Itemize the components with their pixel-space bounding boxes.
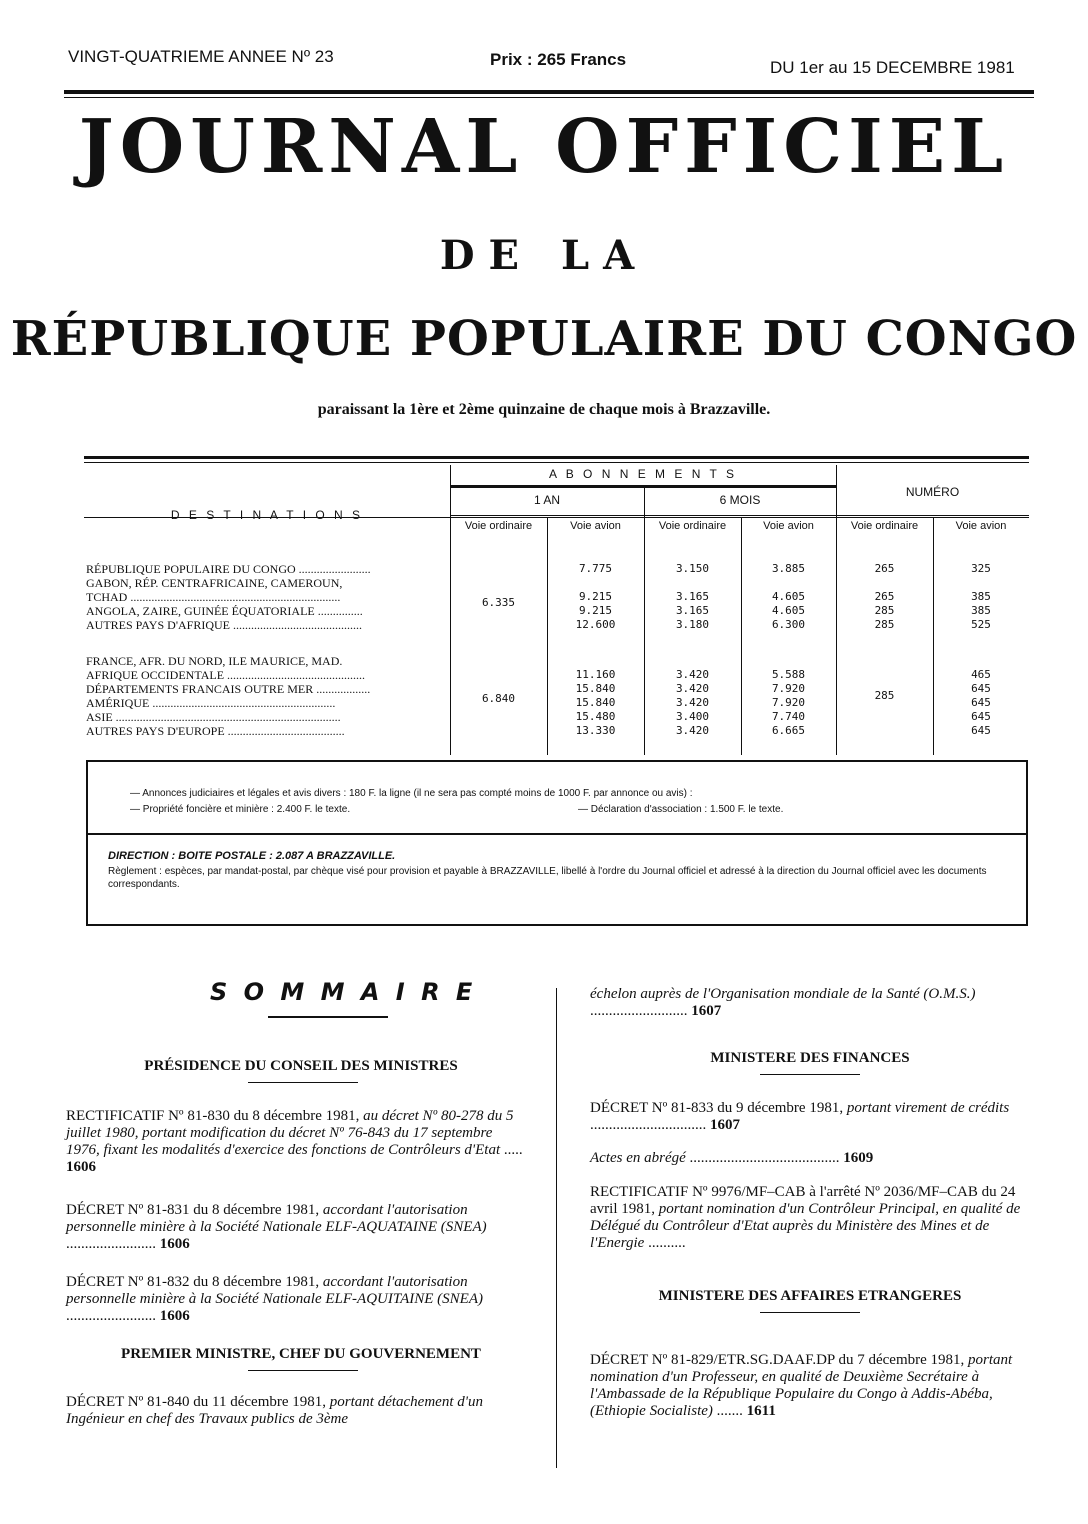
col-num-ordinaire: Voie ordinaire [850,520,919,532]
destination-row: FRANCE, AFR. DU NORD, ILE MAURICE, MAD. [86,654,343,668]
section-affaires-etrangeres: MINISTERE DES AFFAIRES ETRANGERES [658,1288,962,1304]
col-mois-avion: Voie avion [763,520,814,532]
destination-row: ASIE ........................................................................... [86,710,341,724]
destination-row: RÉPUBLIQUE POPULAIRE DU CONGO ........................ [86,562,371,576]
g2-an-ordinaire: 6.840 [481,692,516,705]
reglement: Règlement : espèces, par mandat-postal, par chèque visé pour provision et payable à BRAZZAVILLE, libellé à l'ordre du Journal officiel et adressé à la direction du Journal officiel avec les documents correspondants. [108,866,987,890]
g1-num-ordinaire: 285 [874,604,895,617]
destination-row: DÉPARTEMENTS FRANCAIS OUTRE MER .................. [86,682,371,696]
price: Prix : 265 Francs [490,50,627,69]
g2-num-avion: 645 [971,682,991,695]
section-presidence: PRÉSIDENCE DU CONSEIL DES MINISTRES [144,1058,458,1074]
g2-mois-ordinaire: 3.420 [675,682,710,695]
g2-an-avion: 15.480 [575,710,616,723]
destination-row: AUTRES PAYS D'AFRIQUE ........................................... [86,618,362,632]
g1-an-avion: 7.775 [578,562,613,575]
abonnements-header: A B O N N E M E N T S [549,467,737,481]
entry-decret-81-831: DÉCRET Nº 81-831 du 8 décembre 1981, accordant l'autorisation personnelle minière à la Société Nationale ELF-AQUATAINE (SNEA) ........................ 1606 [66,1202,487,1252]
g2-mois-avion: 5.588 [771,668,806,681]
g1-num-avion: 525 [971,618,991,631]
masthead-subtitle: paraissant la 1ère et 2ème quinzaine de chaque mois à Brazzaville. [317,401,771,418]
g1-num-avion: 385 [971,604,991,617]
entry-oms-continued: échelon auprès de l'Organisation mondiale de la Santé (O.M.S.) .......................... 1607 [590,986,976,1019]
entry-decret-81-832: DÉCRET Nº 81-832 du 8 décembre 1981, accordant l'autorisation personnelle minière à la Société Nationale ELF-AQUITAINE (SNEA) ........................ 1606 [66,1274,483,1324]
notices-frame [86,760,1028,926]
g2-mois-avion: 7.920 [771,696,806,709]
notice-propriete: — Propriété foncière et minière : 2.400 F. le texte. [130,804,351,815]
issue-date: DU 1er au 15 DECEMBRE 1981 [770,58,1015,77]
destination-row: TCHAD ...................................................................... [86,590,341,604]
g1-mois-ordinaire: 3.180 [675,618,710,631]
entry-decret-81-833: DÉCRET Nº 81-833 du 9 décembre 1981, portant virement de crédits ............................... 1607 [590,1100,1010,1133]
g1-an-ordinaire: 6.335 [481,596,516,609]
g2-mois-avion: 6.665 [771,724,806,737]
notice-declaration: — Déclaration d'association : 1.500 F. le texte. [578,804,784,815]
destination-row: AUTRES PAYS D'EUROPE ....................................... [86,724,345,738]
g2-num-avion: 465 [971,668,991,681]
section-finances: MINISTERE DES FINANCES [710,1050,910,1066]
g1-mois-avion: 3.885 [771,562,806,575]
numero-header: NUMÉRO [905,485,960,499]
entry-rectificatif-81-830: RECTIFICATIF Nº 81-830 du 8 décembre 1981, au décret Nº 80-278 du 5 juillet 1980, portant modification du décret Nº 76-843 du 17 septembre 1976, fixant les modalités d'exercice des fonctions de Contrôleurs d'Etat ..... 1606 [66,1108,523,1175]
entry-decret-81-829: DÉCRET Nº 81-829/ETR.SG.DAAF.DP du 7 décembre 1981, portant nomination d'un Professeur, en qualité de Deuxième Secrétaire à l'Ambassade de la République Populaire du Congo à Addis-Abéba, (Ethiopie Socialiste) ....... 1611 [590,1352,1013,1419]
g2-mois-avion: 7.740 [771,710,806,723]
col-num-avion: Voie avion [955,520,1007,532]
g1-mois-avion: 4.605 [771,590,806,603]
g2-num-ordinaire: 285 [874,689,895,702]
six-months-header: 6 MOIS [719,493,761,507]
g2-an-avion: 15.840 [575,696,616,709]
subscription-table [84,465,1029,755]
issue-number: VINGT-QUATRIEME ANNEE Nº 23 [68,47,334,66]
direction: DIRECTION : BOITE POSTALE : 2.087 A BRAZZAVILLE. [108,850,396,862]
g2-an-avion: 15.840 [575,682,616,695]
notice-annonces: — Annonces judiciaires et légales et avis divers : 180 F. la ligne (il ne sera pas compté moins de 1000 F. par annonce ou avis) : [130,788,693,799]
destination-row: ANGOLA, ZAIRE, GUINÉE ÉQUATORIALE ............... [86,604,363,618]
g1-num-avion: 385 [971,590,991,603]
destination-row: GABON, RÉP. CENTRAFRICAINE, CAMEROUN, [86,576,343,590]
g2-num-avion: 645 [971,710,991,723]
destination-row: AMÉRIQUE ............................................................. [86,696,336,710]
section-premier-ministre: PREMIER MINISTRE, CHEF DU GOUVERNEMENT [121,1346,481,1362]
column-divider [556,988,557,1468]
g1-mois-ordinaire: 3.165 [675,590,710,603]
col-an-avion: Voie avion [570,520,621,532]
g2-mois-ordinaire: 3.420 [675,696,710,709]
g2-mois-ordinaire: 3.420 [675,668,710,681]
destinations-header: D E S T I N A T I O N S [170,508,364,522]
table-top-rule-thin [84,462,1029,463]
g2-mois-ordinaire: 3.400 [675,710,710,723]
col-an-ordinaire: Voie ordinaire [464,520,533,532]
g1-mois-avion: 4.605 [771,604,806,617]
g1-mois-ordinaire: 3.150 [675,562,710,575]
entry-rectificatif-9976: RECTIFICATIF Nº 9976/MF–CAB à l'arrêté Nº 2036/MF–CAB du 24 avril 1981, portant nomination d'un Contrôleur Principal, en qualité de Délégué du Contrôleur d'Etat auprès du Ministère des Mines et de l'Energie .......... [590,1184,1021,1251]
sommaire-title: S O M M A I R E [210,978,477,1006]
g1-an-avion: 9.215 [578,590,613,603]
top-rule [64,90,1034,94]
g2-mois-ordinaire: 3.420 [675,724,710,737]
g2-an-avion: 13.330 [575,724,616,737]
destination-row: AFRIQUE OCCIDENTALE .............................................. [86,668,366,682]
g1-num-ordinaire: 265 [874,562,895,575]
g2-an-avion: 11.160 [575,668,616,681]
col-mois-ordinaire: Voie ordinaire [658,520,727,532]
g1-an-avion: 12.600 [575,618,616,631]
entry-decret-81-840: DÉCRET Nº 81-840 du 11 décembre 1981, portant détachement d'un Ingénieur en chef des Travaux publics de 3ème [66,1394,483,1427]
g1-mois-avion: 6.300 [771,618,806,631]
one-year-header: 1 AN [533,493,560,507]
g2-mois-avion: 7.920 [771,682,806,695]
g1-num-avion: 325 [971,562,991,575]
g1-mois-ordinaire: 3.165 [675,604,710,617]
g2-num-avion: 645 [971,724,991,737]
masthead-title: JOURNAL OFFICIEL [78,104,1010,190]
top-rule-thin [64,97,1034,98]
g2-num-avion: 645 [971,696,991,709]
g1-num-ordinaire: 285 [874,618,895,631]
table-top-rule [84,456,1029,459]
sommaire-underline [268,1016,388,1018]
entry-actes-en-abrege: Actes en abrégé ........................................ 1609 [590,1150,874,1166]
masthead-de-la: DE LA [439,232,649,279]
g1-an-avion: 9.215 [578,604,613,617]
masthead-republique: RÉPUBLIQUE POPULAIRE DU CONGO [10,311,1078,367]
g1-num-ordinaire: 265 [874,590,895,603]
